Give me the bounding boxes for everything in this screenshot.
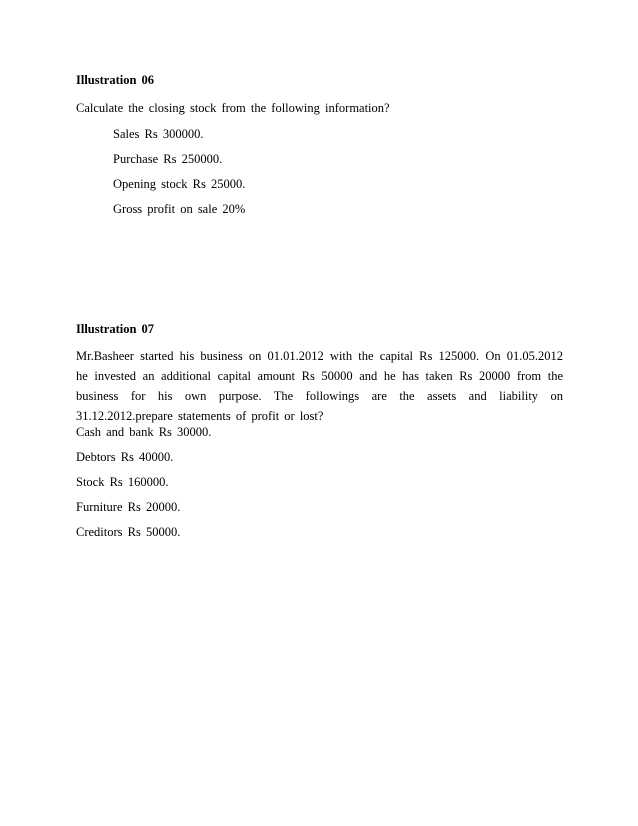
illustration-07-item-cash-bank: Cash and bank Rs 30000. xyxy=(76,425,212,439)
illustration-06-heading: Illustration 06 xyxy=(76,73,155,87)
illustration-07-item-stock: Stock Rs 160000. xyxy=(76,475,169,489)
illustration-07-item-creditors: Creditors Rs 50000. xyxy=(76,525,181,539)
illustration-06-item-opening-stock: Opening stock Rs 25000. xyxy=(113,177,246,191)
illustration-07-item-debtors: Debtors Rs 40000. xyxy=(76,450,174,464)
illustration-06-item-gross-profit: Gross profit on sale 20% xyxy=(113,202,246,216)
illustration-06-item-purchase: Purchase Rs 250000. xyxy=(113,152,223,166)
illustration-06-question: Calculate the closing stock from the following information? xyxy=(76,101,390,115)
illustration-07-paragraph: Mr.Basheer started his business on 01.01.2012 with the capital Rs 125000. On 01.05.2012 he invested an additional capital amount Rs 50000 and he has taken Rs 20000 from the business for his own purpose. The followings are the assets and liability on 31.12.2012.prepare statements of profit or lost? xyxy=(76,349,563,423)
illustration-07-item-furniture: Furniture Rs 20000. xyxy=(76,500,181,514)
illustration-06-item-sales: Sales Rs 300000. xyxy=(113,127,204,141)
illustration-07-heading: Illustration 07 xyxy=(76,322,155,336)
